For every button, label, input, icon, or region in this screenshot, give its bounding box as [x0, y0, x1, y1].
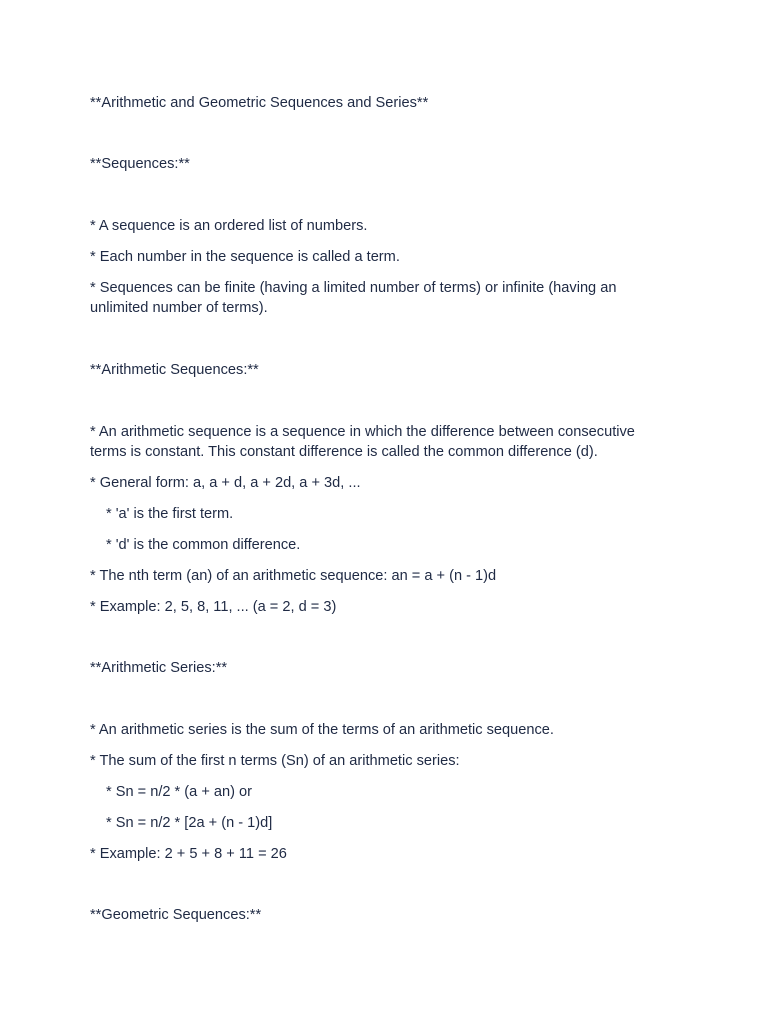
arithmetic-sequence-definition: * An arithmetic sequence is a sequence in which the difference between consecutive terms is constant. This constant difference is called the common difference (d).	[90, 424, 635, 460]
geometric-sequences-heading: **Geometric Sequences:**	[90, 907, 262, 923]
list-item: * Each number in the sequence is called a term.	[90, 249, 400, 265]
sum-intro: * The sum of the first n terms (Sn) of an arithmetic series:	[90, 753, 460, 769]
list-item: * Sequences can be finite (having a limited number of terms) or infinite (having an unlimited number of terms).	[90, 280, 617, 316]
general-form: * General form: a, a + d, a + 2d, a + 3d, ...	[90, 475, 361, 491]
sequences-heading: **Sequences:**	[90, 156, 190, 172]
sum-formula-1: * Sn = n/2 * (a + an) or	[106, 784, 253, 800]
nth-term-formula: * The nth term (an) of an arithmetic sequence: an = a + (n - 1)d	[90, 568, 497, 584]
document-title: **Arithmetic and Geometric Sequences and Series**	[90, 95, 429, 111]
arithmetic-series-example: * Example: 2 + 5 + 8 + 11 = 26	[90, 846, 287, 862]
arithmetic-series-definition: * An arithmetic series is the sum of the terms of an arithmetic sequence.	[90, 722, 554, 738]
sum-formula-2: * Sn = n/2 * [2a + (n - 1)d]	[106, 815, 273, 831]
arithmetic-sequences-heading: **Arithmetic Sequences:**	[90, 362, 259, 378]
sub-item-d: * 'd' is the common difference.	[106, 537, 301, 553]
arithmetic-series-heading: **Arithmetic Series:**	[90, 660, 228, 676]
arithmetic-sequence-example: * Example: 2, 5, 8, 11, ... (a = 2, d = 3)	[90, 599, 337, 615]
list-item: * A sequence is an ordered list of numbers.	[90, 218, 368, 234]
sub-item-a: * 'a' is the first term.	[106, 506, 234, 522]
